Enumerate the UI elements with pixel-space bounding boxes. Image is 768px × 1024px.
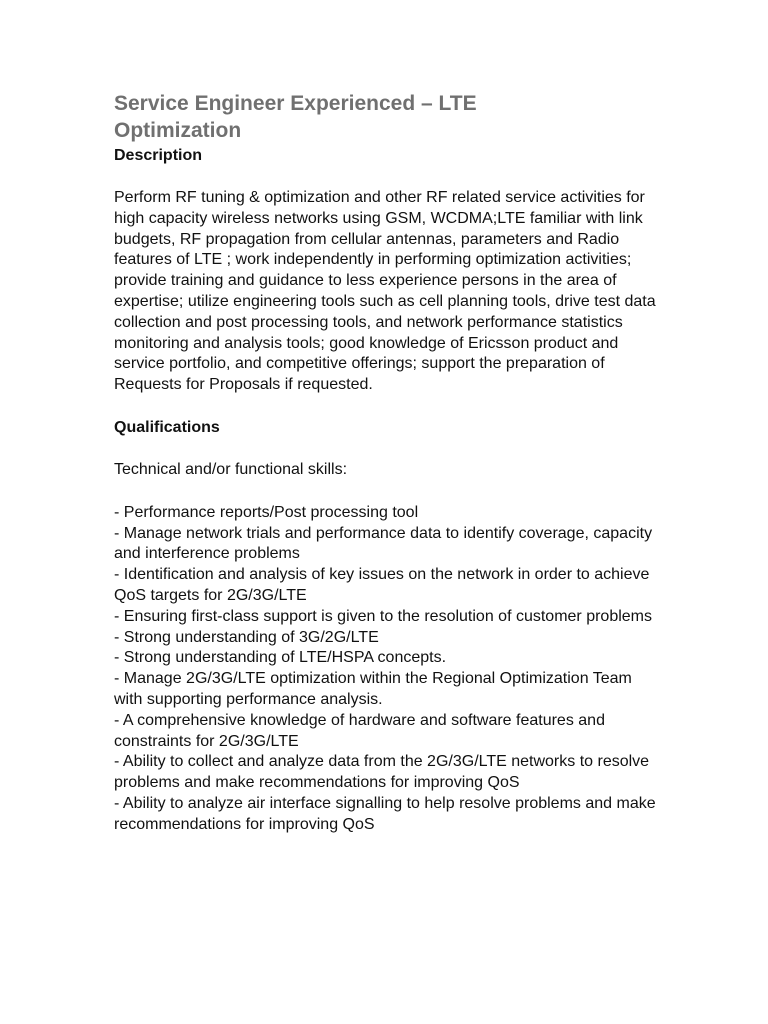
skills-intro: Technical and/or functional skills: [114, 460, 348, 478]
skill-item: - Manage network trials and performance data to identify coverage, capacity and interference problems [114, 524, 653, 563]
description-heading: Description [114, 147, 203, 164]
skills-list [114, 503, 662, 836]
skill-item: - Ensuring first-class support is given to the resolution of customer problems [114, 607, 653, 625]
qualifications-heading: Qualifications [114, 418, 220, 436]
skill-item: - Manage 2G/3G/LTE optimization within the Regional Optimization Team with supporting performance analysis. [114, 670, 632, 708]
skill-item: - Strong understanding of 3G/2G/LTE [114, 628, 379, 646]
skill-item: - A comprehensive knowledge of hardware and software features and constraints for 2G/3G/LTE [114, 711, 605, 750]
description-paragraph: Perform RF tuning & optimization and other RF related service activities for high capacity wireless networks using GSM, WCDMA;LTE familiar with link budgets, RF propagation from cellular antennas, parameters and Radio features of LTE ; work independently in performing optimization activities; provide training and guidance to less experience persons in the area of expertise; utilize engineering tools such as cell planning tools, drive test data collection and post processing tools, and network performance statistics monitoring and analysis tools; good knowledge of Ericsson product and service portfolio, and competitive offerings; support the preparation of Requests for Proposals if requested. [114, 189, 656, 394]
skill-item: - Performance reports/Post processing tool [114, 503, 419, 521]
skill-item: - Identification and analysis of key issues on the network in order to achieve QoS targets for 2G/3G/LTE [114, 566, 650, 604]
skill-item: - Ability to analyze air interface signalling to help resolve problems and make recommendations for improving QoS [114, 794, 656, 833]
skill-item: - Ability to collect and analyze data from the 2G/3G/LTE networks to resolve problems and make recommendations for improving QoS [114, 753, 650, 792]
document-title: Service Engineer Experienced – LTE Optimization [114, 92, 477, 142]
skill-item: - Strong understanding of LTE/HSPA concepts. [114, 649, 447, 667]
